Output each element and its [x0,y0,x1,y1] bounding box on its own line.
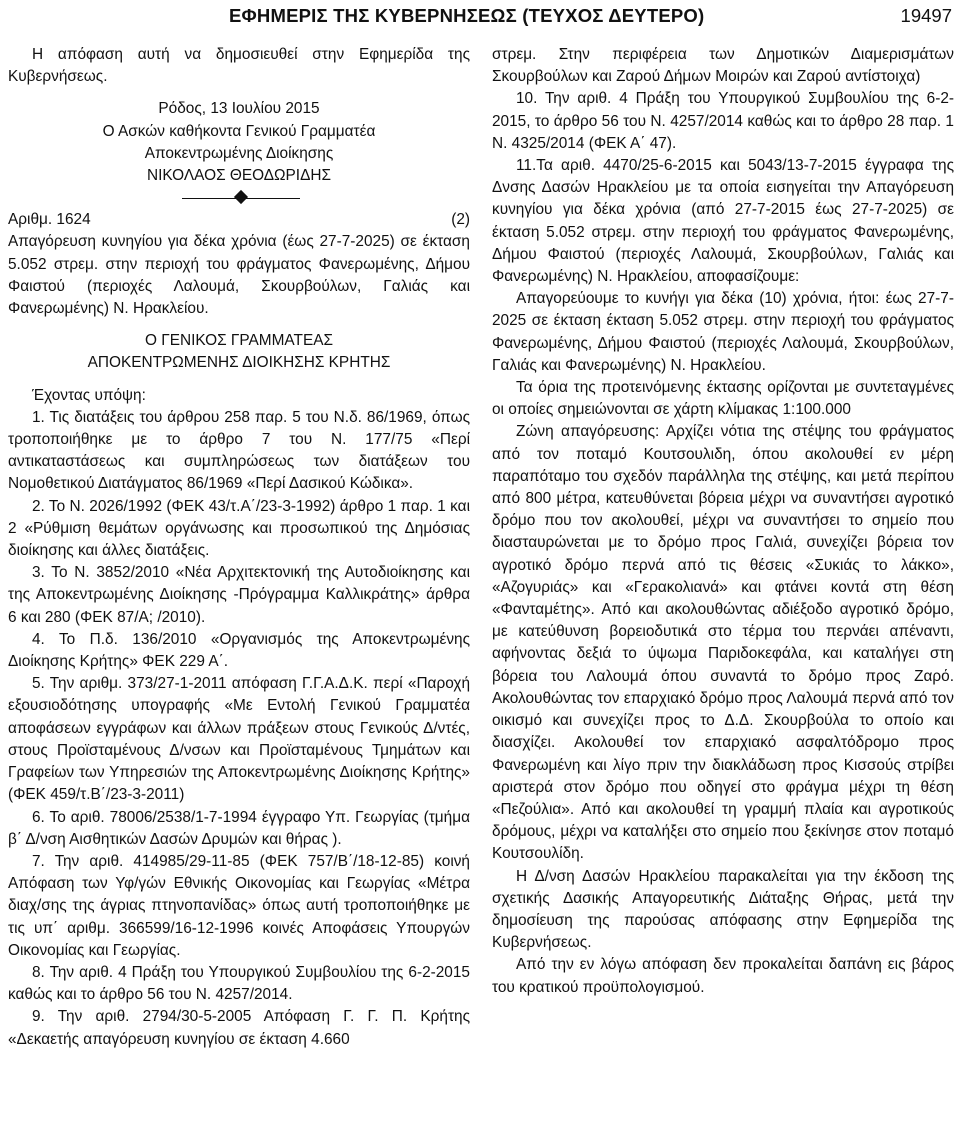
list-item: 4. Το Π.δ. 136/2010 «Οργανισμός της Αποκεντρωμένης Διοίκησης Κρήτης» ΦΕΚ 229 Α΄. [8,630,470,671]
list-item: 10. Την αριθ. 4 Πράξη του Υπουργικού Συμβουλίου της 6-2-2015, το άρθρο 56 του Ν. 4257/2014 καθώς και το άρθρο 28 παρ. 1 Ν. 4325/2014 (ΦΕΚ Α΄ 47). [492,90,954,152]
signer-name: ΝΙΚΟΛΑΟΣ ΘΕΟΔΩΡΙΔΗΣ [147,167,331,185]
list-item: 8. Την αριθ. 4 Πράξη του Υπουργικού Συμβουλίου της 6-2-2015 καθώς και το άρθρο 56 του Ν. 4257/2014. [8,963,470,1004]
section-divider [8,187,470,209]
intro-paragraph: Η απόφαση αυτή να δημοσιευθεί στην Εφημερίδα της Κυβερνήσεως. [8,46,470,86]
page-header [0,0,960,34]
authority-title-2: ΑΠΟΚΕΝΤΡΩΜΕΝΗΣ ΔΙΟΙΚΗΣΗΣ ΚΡΗΤΗΣ [87,354,391,372]
list-item: 7. Την αριθ. 414985/29-11-85 (ΦΕΚ 757/Β΄/18-12-85) κοινή Απόφαση των Υφ/γών Εθνικής Οικονομίας και Γεωργίας «Μέτρα διαχ/σης της άγριας πτηνοπανίδας» όπως αυτή τροποποιήθηκε με τις υπ΄ αριθμ. 366599/16-12-1996 κοινές Αποφάσεις Υπουργών Οικονομίας και Γεωργίας. [8,852,470,959]
diamond-ornament-icon [234,190,248,204]
right-column [492,44,954,999]
list-item: 1. Τις διατάξεις του άρθρου 258 παρ. 5 του Ν.δ. 86/1969, όπως τροποποιήθηκε με το άρθρο 7 του Ν. 177/75 «Περί αντικαταστάσεως και συμπληρώσεως των διατάξεων του Νομοθετικού Διατάγματος 86/1969 «Περί Δασικού Κώδικα». [8,408,470,493]
decision-number-row [8,209,470,231]
gazette-title: ΕΦΗΜΕΡΙΣ ΤΗΣ ΚΥΒΕΡΝΗΣΕΩΣ (ΤΕΥΧΟΣ ΔΕΥΤΕΡΟ) [229,5,705,26]
page-number: 19497 [900,5,952,26]
zone-description-paragraph: Ζώνη απαγόρευσης: Αρχίζει νότια της στέψης του φράγματος από τον ποταμό Κουτσουλιδη, όπου ακολουθεί εν μέρη παραπόταμο του σχεδόν παράλληλα της στέψης, και μετά περίπου από 800 μέτρα, κατευθύνεται βόρεια μέχρι να συναντήσει αγροτικό δρόμο που τον ακολουθεί, μέχρι να συναντήσει το σημείο που διασταυρώνεται με το δρόμο προς Γαλιά, συνεχίζει βόρεια τον αγροτικό δρόμο περνά από τις θέσεις «Συκιάς το λάκκο», «Αζογυριάς» και «Γερακολιανά» και φτάνει κοντά στη θέση «Φανταμέτης». Από και ακολουθώντας αδιέξοδο αγροτικό δρόμο, με κατεύθυνση βορειοδυτικά στο τέρμα του περνάει απέναντι, αφήνοντας δεξιά το ύψωμα Παριδοκεφάλα, και καταλήγει στη βόρεια του Λαλουμά όπου συναντά το δρόμο προς Ζαρό. Ακολουθώντας τον επαρχιακό δρόμο προς Λαλουμά περνά από τον οικισμό και συνεχίζει προς το Δ.Δ. Σκουρβούλα το οποίο και διασχίζει. Ακολουθεί τον επαρχιακό ασφαλτόδρομο προς Φανερωμένη και λίγο πριν την διακλάδωση προς Κισσούς στρίβει αριστερά στον δρόμο που οδηγεί στο φράγμα μέχρι τη θέση «Πεζούλια». Από και ακολουθεί τη γραμμή πλαία και αγροτικούς δρόμους, μέχρι να καταλήξει στο σημείο που ξεκίνησε στον ποταμό Κουτσουλίδη. [492,423,954,863]
list-item: 2. Το Ν. 2026/1992 (ΦΕΚ 43/τ.Α΄/23-3-1992) άρθρο 1 παρ. 1 και 2 «Ρύθμιση θεμάτων οργάνωσης και προσωπικού της Δημόσιας διοίκησης και άλλες διατάξεις. [8,497,470,560]
decision-number: Αριθμ. 1624 [8,211,91,229]
signer-title-2: Αποκεντρωμένης Διοίκησης [144,144,334,162]
boundaries-paragraph: Τα όρια της προτεινόμενης έκτασης ορίζονται με συντεταγμένες οι οποίες σημειώνονται σε χάρτη κλίμακας 1:100.000 [492,379,954,419]
list-item: 11.Τα αριθ. 4470/25-6-2015 και 5043/13-7-2015 έγγραφα της Δνσης Δασών Ηρακλείου με τα οποία εισηγείται την Απαγόρευση κυνηγίου για δέκα χρόνια (από 27-7-2015 έως 27-7-2025) σε έκταση 5.052 στρεμ. στην περιοχή του φράγματος Φανερωμένης, Δήμου Φαιστού (περιοχές Λαλουμά, Σκουρβούλων, Γαλιάς και Φανερωμένης) Ν. Ηρακλείου, αποφασίζουμε: [492,157,954,286]
authority-title-1: Ο ΓΕΝΙΚΟΣ ΓΡΑΜΜΑΤΕΑΣ [144,332,333,350]
list-item: 5. Την αριθμ. 373/27-1-2011 απόφαση Γ.Γ.Α.Δ.Κ. περί «Παροχή εξουσιοδότησης υπογραφής «Με Εντολή Γενικού Γραμματέα αποφάσεων εγγράφων και άλλων πράξεων στους Γενικούς Δ/ντές, στους Προϊσταμένους Δ/νσων και Προϊσταμένους Τμημάτων και Γραφείων των Υπηρεσιών της Αποκεντρωμένης Διοίκησης Κρήτης» (ΦΕΚ 459/τ.Β΄/23-3-2011) [8,675,470,804]
list-item: 9. Την αριθ. 2794/30-5-2005 Απόφαση Γ. Γ. Π. Κρήτης «Δεκαετής απαγόρευση κυνηγίου σε έκταση 4.660 [8,1008,470,1048]
decision-title: Απαγόρευση κυνηγίου για δέκα χρόνια (έως 27-7-2025) σε έκταση 5.052 στρεμ. στην περιοχή του φράγματος Φανερωμένης, Δήμου Φαιστού (περιοχές Λαλουμά, Σκουρβούλων, Γαλιάς και Φανερωμένης) Ν. Ηρακλείου. [8,233,470,318]
signer-title-1: Ο Ασκών καθήκοντα Γενικού Γραμματέα [102,122,376,140]
budget-paragraph: Από την εν λόγω απόφαση δεν προκαλείται δαπάνη εις βάρος του κρατικού προϋπολογισμού. [492,956,954,996]
decision-paragraph: Απαγορεύουμε το κυνήγι για δέκα (10) χρόνια, ήτοι: έως 27-7-2025 σε έκταση έκταση 5.052 στρεμ. στην περιοχή του φράγματος Φανερωμένης, Δήμου Φαιστού (περιοχές Λαλουμά, Σκουρβούλων, Γαλιάς και Φανερωμένης) Ν. Ηρακλείου. [492,290,954,374]
list-item: 3. Το Ν. 3852/2010 «Νέα Αρχιτεκτονική της Αυτοδιοίκησης και της Αποκεντρωμένης Διοίκησης -Πρόγραμμα Καλλικράτης» άρθρα 6 και 280 (ΦΕΚ 87/Α; /2010). [8,564,470,626]
list-item: 6. Το αριθ. 78006/2538/1-7-1994 έγγραφο Υπ. Γεωργίας (τμήμα β΄ Δ/νση Αισθητικών Δασών Δρυμών και θήρας ). [8,808,470,848]
left-column [8,44,470,1051]
decision-mark: (2) [451,211,470,229]
forest-directorate-paragraph: Η Δ/νση Δασών Ηρακλείου παρακαλείται για την έκδοση της σχετικής Δασικής Απαγορευτικής Διάταξης Θήρας, μετά την δημοσίευση της παρούσας απόφασης στην Εφημερίδα της Κυβερνήσεως. [492,867,954,952]
place-date: Ρόδος, 13 Ιουλίου 2015 [158,100,320,118]
continued-paragraph: στρεμ. Στην περιφέρεια των Δημοτικών Διαμερισμάτων Σκουρβούλων και Ζαρού Δήμων Μοιρών και Ζαρού αντίστοιχα) [492,46,954,86]
having-in-view: Έχοντας υπόψη: [32,386,146,404]
